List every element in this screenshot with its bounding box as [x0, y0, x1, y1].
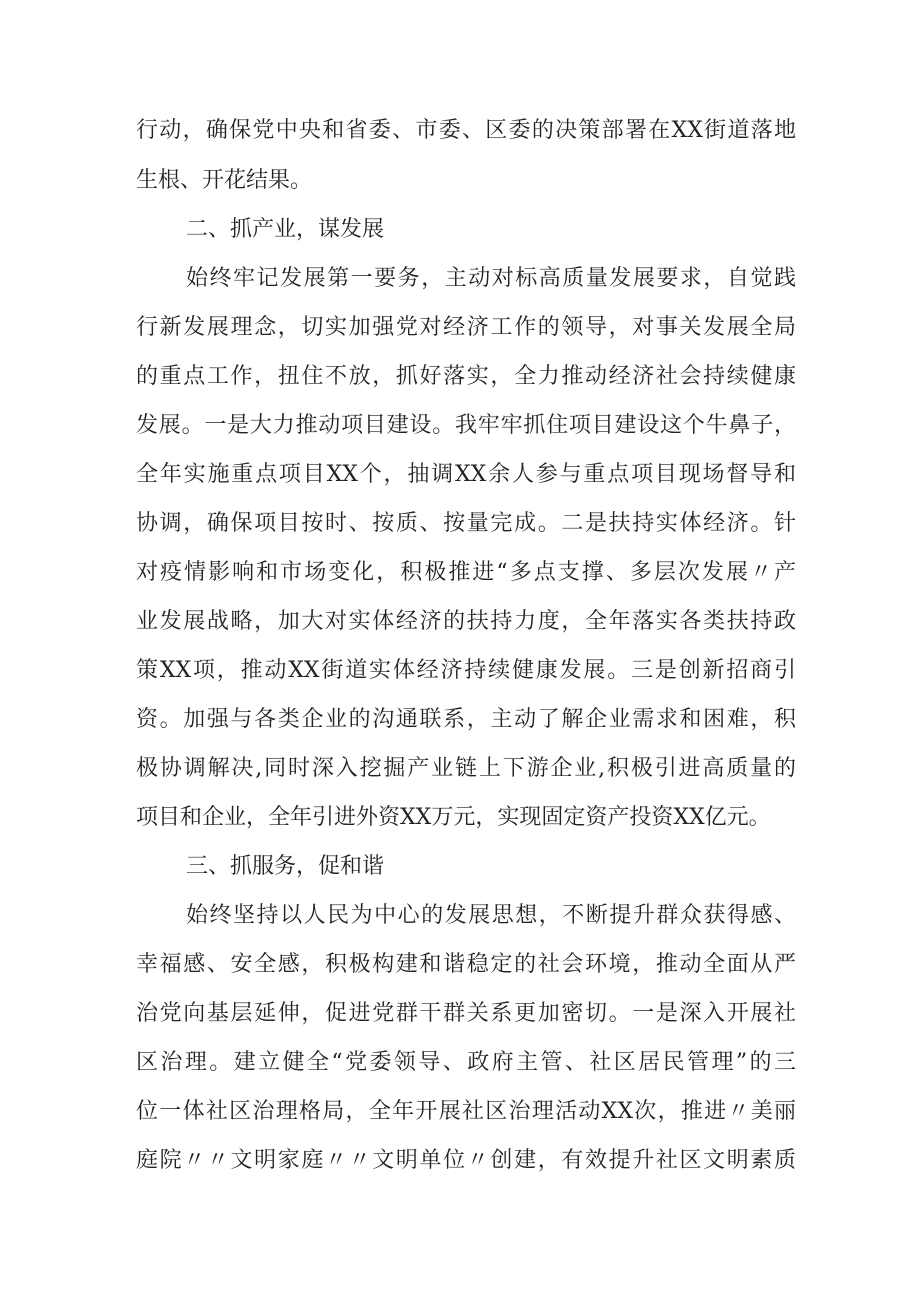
text-line: 治党向基层延伸，促进党群干群关系更加密切。一是深入开展社: [136, 1001, 796, 1026]
text-line: 生根、开花结果。: [136, 168, 313, 193]
text-line: 协调，确保项目按时、按质、按量完成。二是扶持实体经济。针: [136, 511, 796, 536]
text-line: 资。加强与各类企业的沟通联系，主动了解企业需求和困难，积: [136, 707, 796, 732]
text-line: 业发展战略，加大对实体经济的扶持力度，全年落实各类扶持政: [136, 609, 796, 634]
text-line: 全年实施重点项目XX个，抽调XX余人参与重点项目现场督导和: [136, 462, 796, 487]
text-line: 项目和企业，全年引进外资XX万元，实现固定资产投资XX亿元。: [136, 805, 771, 830]
section-heading: 二、抓产业，谋发展: [186, 217, 385, 242]
section-heading: 三、抓服务，促和谐: [186, 854, 385, 879]
text-line: 区治理。建立健全“党委领导、政府主管、社区居民管理”的三: [136, 1050, 796, 1075]
text-line: 的重点工作，扭住不放，抓好落实，全力推动经济社会持续健康: [136, 364, 796, 389]
text-line: 对疫情影响和市场变化，积极推进“多点支撑、多层次发展〃产: [136, 560, 796, 585]
text-line: 策XX项，推动XX街道实体经济持续健康发展。三是创新招商引: [136, 658, 796, 683]
paragraph-first-line: 始终牢记发展第一要务，主动对标高质量发展要求，自觉践: [186, 266, 796, 291]
text-line: 极协调解决,同时深入挖掘产业链上下游企业,积极引进高质量的: [136, 756, 796, 781]
text-line: 位一体社区治理格局，全年开展社区治理活动XX次，推进〃美丽: [136, 1099, 796, 1124]
text-line: 行动，确保党中央和省委、市委、区委的决策部署在XX街道落地: [136, 118, 796, 143]
text-line: 庭院〃〃文明家庭〃〃文明单位〃创建，有效提升社区文明素质: [136, 1148, 796, 1173]
text-line: 行新发展理念，切实加强党对经济工作的领导，对事关发展全局: [136, 315, 796, 340]
paragraph-first-line: 始终坚持以人民为中心的发展思想，不断提升群众获得感、: [186, 903, 796, 928]
text-line: 幸福感、安全感，积极构建和谐稳定的社会环境，推动全面从严: [136, 952, 796, 977]
text-line: 发展。一是大力推动项目建设。我牢牢抓住项目建设这个牛鼻子，: [136, 413, 796, 438]
